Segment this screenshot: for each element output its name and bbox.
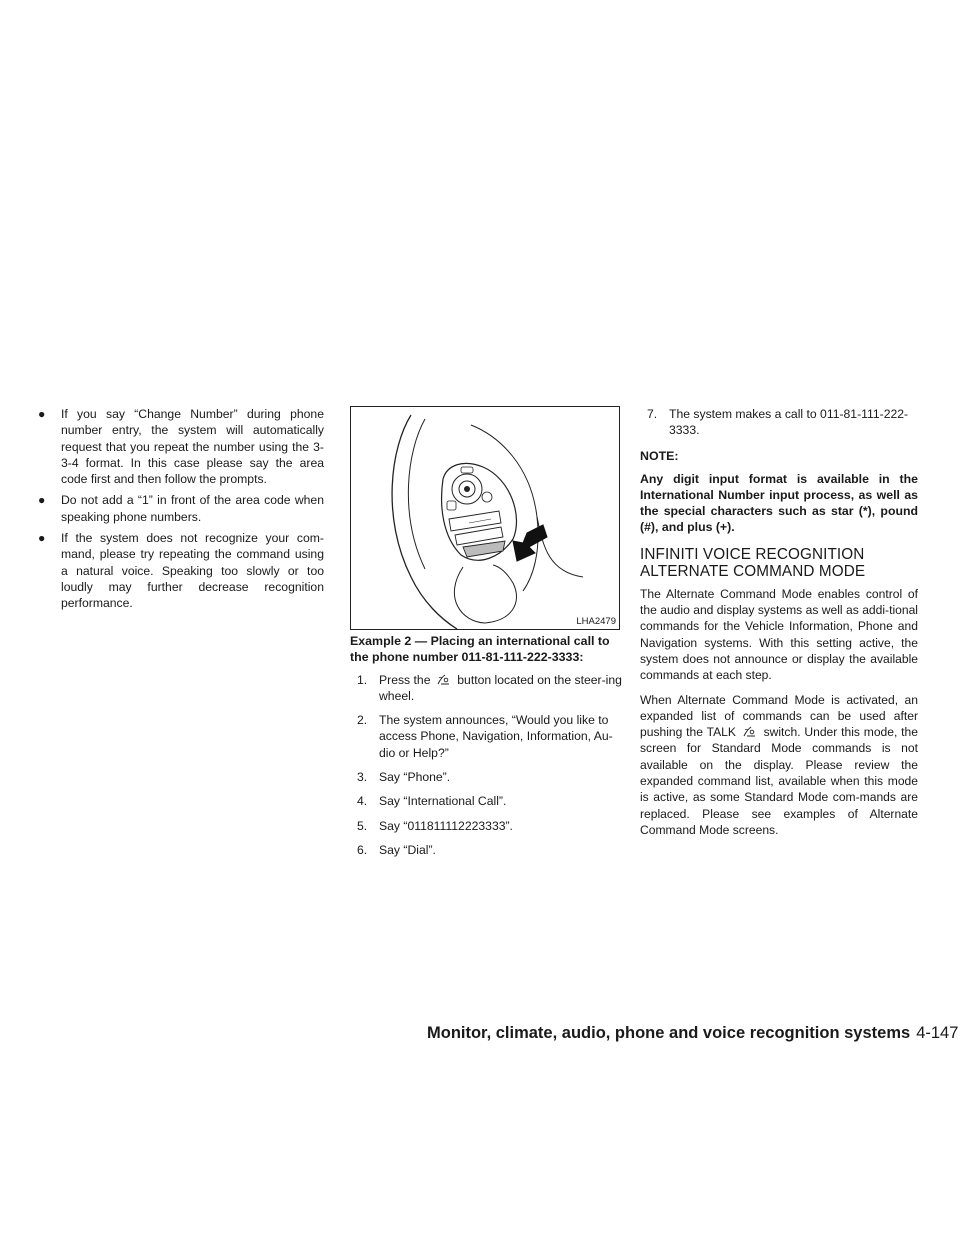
note-label: NOTE: (640, 448, 679, 463)
body-text-post: switch. Under this mode, the screen for Standard Mode commands is not available on the display. Please review the expanded command list, available when this mode is active, as some Standard Mode com-mands are replaced. Please see examples of Alternate Command Mode screens. (640, 725, 918, 837)
step-item (350, 712, 622, 761)
footer-section-title: Monitor, climate, audio, phone and voice recognition systems (427, 1024, 911, 1042)
page-footer (427, 1024, 958, 1043)
step-number: 5. (357, 818, 368, 833)
step-text-post: button located on the steer-ing wheel. (379, 672, 622, 703)
steering-wheel-figure (350, 406, 620, 630)
step-number: 2. (357, 713, 368, 728)
bullet-marker: ● (38, 531, 46, 546)
talk-switch-icon (435, 673, 453, 686)
step-text: The system makes a call to 011-81-111-222-3333. (669, 407, 909, 438)
note-text: Any digit input format is available in the International Number input process, as well as the special characters such as star (*), pound (#), and plus (+). (640, 471, 918, 535)
step-item (640, 406, 918, 439)
section-heading-line2: ALTERNATE COMMAND MODE (640, 563, 866, 581)
step-number: 1. (357, 672, 368, 687)
step-text: Say “011811112223333”. (379, 818, 513, 833)
step-item (350, 842, 622, 858)
section-heading (640, 546, 918, 581)
step-text: Say “Dial”. (379, 842, 436, 857)
step-number: 4. (357, 794, 368, 809)
bullet-item (38, 406, 324, 487)
column-left (38, 406, 324, 617)
step-text: The system announces, “Would you like to access Phone, Navigation, Information, Au-dio or Help?” (379, 713, 613, 760)
body-paragraph: The Alternate Command Mode enables control of the audio and display systems as well as addi-tional commands for the Vehicle Information, Phone and Navigation systems. With this setting active, the system does not announce or display the available commands at each step. (640, 586, 918, 683)
bullet-text: Do not add a “1” in front of the area code when speaking phone numbers. (61, 493, 324, 524)
step-item (350, 793, 622, 809)
step-text: Say “Phone”. (379, 770, 451, 785)
step-item (350, 672, 622, 705)
body-paragraph (640, 692, 918, 839)
step-text: Say “International Call”. (379, 794, 507, 809)
step-number: 7. (647, 407, 658, 421)
section-heading-line1: INFINITI VOICE RECOGNITION (640, 545, 865, 563)
step-text-pre: Press the (379, 672, 431, 687)
column-right (640, 406, 918, 846)
bullet-text: If the system does not recognize your com-mand, please try repeating the command using a natural voice. Speaking too slowly or too loudly may further decrease recognition performance. (61, 531, 324, 611)
bullet-marker: ● (38, 493, 46, 508)
figure-id: LHA2479 (576, 616, 616, 627)
bullet-item (38, 492, 324, 525)
step-number: 3. (357, 770, 368, 785)
step-number: 6. (357, 842, 368, 857)
column-middle (350, 406, 622, 866)
steering-wheel-talk-switch-illustration (351, 407, 620, 630)
bullet-text: If you say “Change Number” during phone number entry, the system will automatically request that you repeat the number using the 3-3-4 format. In this case please say the area code first and then follow the prompts. (61, 407, 324, 487)
step-item (350, 769, 622, 785)
bullet-item (38, 530, 324, 611)
bullet-marker: ● (38, 407, 46, 421)
page-number: 4-147 (916, 1024, 959, 1042)
step-item (350, 818, 622, 834)
body-text-pre: When Alternate Command Mode is activated, an expanded list of commands can be used after pushing the TALK (640, 692, 918, 740)
example-caption: Example 2 — Placing an international call to the phone number 011-81-111-222-3333: (350, 634, 610, 665)
talk-switch-icon (741, 725, 759, 738)
